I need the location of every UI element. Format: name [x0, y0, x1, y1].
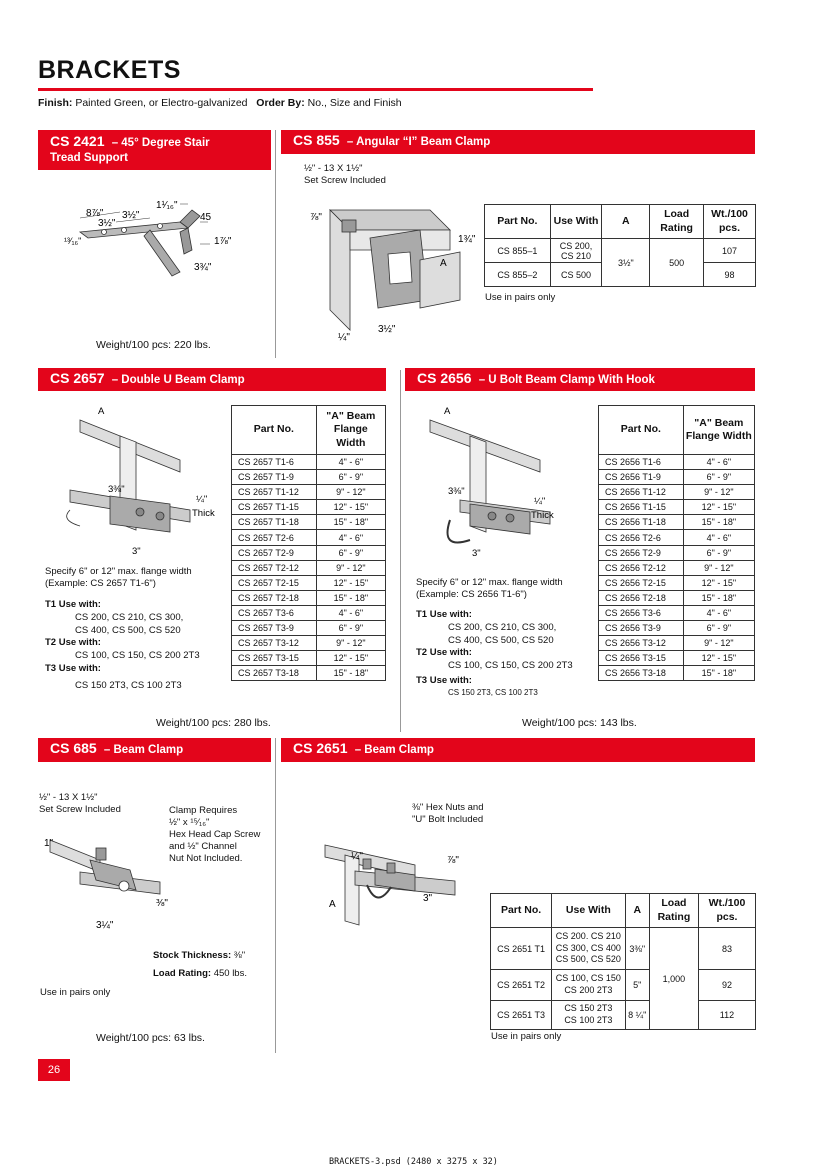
cs685-req-line1: Clamp Requires — [169, 805, 238, 816]
part-number-cell: CS 2657 T3-6 — [232, 605, 317, 620]
table-row — [232, 485, 386, 500]
cs685-note: Use in pairs only — [40, 987, 111, 998]
cs855-note: Use in pairs only — [485, 292, 556, 303]
table-row — [232, 545, 386, 560]
flange-width-cell: 12" - 15" — [683, 500, 754, 515]
cs685-requirement — [169, 805, 260, 864]
part-number-cell: CS 2656 T2-18 — [599, 590, 684, 605]
part-number-cell: CS 2656 T2-12 — [599, 560, 684, 575]
cs2421-code: CS 2421 — [50, 133, 105, 149]
file-footer: BRACKETS-3.psd (2480 x 3275 x 32) — [329, 1157, 498, 1167]
cs685-req-line5: Nut Not Included. — [169, 852, 243, 864]
cs2657-example: (Example: CS 2657 T1-6") — [45, 577, 156, 589]
cs2656-t1-line2: CS 400, CS 500, CS 520 — [448, 634, 554, 646]
cs2421-title-line2: Tread Support — [50, 151, 128, 164]
table-row — [599, 470, 755, 485]
cs685-title: – Beam Clamp — [103, 744, 184, 756]
flange-width-cell: 6" - 9" — [316, 621, 385, 636]
cs685-load-value: 450 lbs. — [213, 968, 247, 979]
cs855-th: Use With — [550, 205, 602, 239]
cs2656-code: CS 2656 — [417, 370, 472, 386]
table-row — [232, 470, 386, 485]
part-number-cell: CS 2657 T3-15 — [232, 651, 317, 666]
part-number-cell: CS 2656 T3-18 — [599, 666, 684, 681]
cs2651-part: CS 2651 T2 — [491, 970, 552, 1001]
flange-width-cell: 4" - 6" — [316, 530, 385, 545]
cs2651-use — [552, 928, 625, 970]
part-number-cell: CS 2656 T1-15 — [599, 500, 684, 515]
cs2657-t3-label: T3 Use with: — [45, 663, 101, 675]
flange-width-cell: 12" - 15" — [683, 575, 754, 590]
cs685-thick-value: ⅜" — [233, 950, 246, 961]
cs685-stock — [153, 950, 245, 962]
part-number-cell: CS 2657 T3-9 — [232, 621, 317, 636]
cs855-wt: 107 — [704, 239, 756, 263]
cs685-load-label: Load Rating: — [153, 968, 212, 979]
cs2656-title: – U Bolt Beam Clamp With Hook — [478, 374, 655, 386]
cs855-use: CS 500 — [550, 263, 602, 287]
cs855-th: Wt./100 pcs. — [704, 205, 756, 239]
cs2656-example: (Example: CS 2656 T1-6") — [416, 588, 527, 600]
part-number-cell: CS 2656 T1-18 — [599, 515, 684, 530]
table-row — [599, 590, 755, 605]
flange-width-cell: 4" - 6" — [683, 530, 754, 545]
table-row — [232, 530, 386, 545]
cs2421-dim: 3½" — [122, 210, 140, 221]
cs2657-header — [38, 368, 386, 391]
cs2657-dim: ¼" — [196, 494, 208, 505]
table-row — [599, 485, 755, 500]
cs2656-drawing — [410, 400, 598, 565]
part-number-cell: CS 2657 T1-6 — [232, 455, 317, 470]
cs2651-use-line: CS 100 2T3 — [564, 1015, 613, 1025]
cs2651-use-line: CS 500, CS 520 — [555, 954, 621, 965]
cs2657-title: – Double U Beam Clamp — [111, 374, 245, 386]
cs2651-wt: 112 — [698, 1001, 755, 1030]
table-row — [232, 590, 386, 605]
cs2656-dim: Thick — [531, 510, 554, 521]
page-title: BRACKETS — [38, 56, 181, 84]
table-row — [599, 530, 755, 545]
cs2656-t3-line1: CS 150 2T3, CS 100 2T3 — [448, 687, 538, 697]
flange-width-cell: 15" - 18" — [683, 515, 754, 530]
table-row — [599, 575, 755, 590]
cs2656-t1-line1: CS 200, CS 210, CS 300, — [448, 621, 557, 633]
cs2656-header — [405, 368, 755, 391]
flange-width-cell: 9" - 12" — [683, 560, 754, 575]
table-row — [232, 651, 386, 666]
cs2656-specify-line: Specify 6" or 12" max. flange width — [416, 577, 563, 588]
cs2657-t1-line2: CS 400, CS 500, CS 520 — [75, 624, 181, 636]
flange-width-cell: 15" - 18" — [316, 590, 385, 605]
part-number-cell: CS 2656 T3-6 — [599, 605, 684, 620]
cs2651-drawing — [315, 825, 480, 935]
flange-width-cell: 15" - 18" — [316, 666, 385, 681]
divider — [275, 738, 276, 1053]
table-row — [599, 500, 755, 515]
cs685-dim: 1" — [44, 838, 54, 849]
cs685-load — [153, 968, 247, 980]
flange-width-cell: 6" - 9" — [683, 545, 754, 560]
table-row — [599, 605, 755, 620]
flange-width-cell: 6" - 9" — [316, 470, 385, 485]
table-row — [599, 455, 755, 470]
cs2657-specify-line: Specify 6" or 12" max. flange width — [45, 566, 192, 577]
title-rule — [38, 88, 593, 91]
table-row — [491, 928, 756, 970]
cs2651-a: 5" — [625, 970, 649, 1001]
cs2657-t3-line1: CS 150 2T3, CS 100 2T3 — [75, 679, 182, 691]
cs2656-t2-label: T2 Use with: — [416, 647, 472, 659]
cs2656-specify — [416, 577, 563, 601]
page-number: 26 — [38, 1059, 70, 1081]
cs855-screw-note — [304, 163, 386, 187]
cs855-code: CS 855 — [293, 132, 340, 148]
cs855-wt: 98 — [704, 263, 756, 287]
flange-width-cell: 15" - 18" — [683, 666, 754, 681]
cs2657-t1-label: T1 Use with: — [45, 599, 101, 610]
flange-width-cell: 12" - 15" — [316, 651, 385, 666]
table-row — [491, 970, 756, 1001]
cs2651-note: Use in pairs only — [491, 1031, 562, 1042]
cs855-dim: 1¾" — [458, 234, 476, 245]
finish-line — [38, 97, 402, 109]
table-row — [599, 515, 755, 530]
cs2656-use-with — [416, 609, 573, 697]
cs2657-t2-label: T2 Use with: — [45, 637, 101, 649]
cs2651-use-line: CS 200. CS 210 — [555, 930, 621, 941]
part-number-cell: CS 2657 T2-9 — [232, 545, 317, 560]
cs2421-dim: 8⅞" — [86, 208, 104, 219]
cs2651-a: 3⅜" — [625, 928, 649, 970]
cs855-screw-line1: ½" - 13 X 1½" — [304, 163, 363, 174]
cs2657-dim: 3⅜" — [108, 484, 125, 495]
cs2651-use-line: CS 300, CS 400 — [555, 942, 621, 953]
cs2657-weight: Weight/100 pcs: 280 lbs. — [156, 717, 271, 729]
cs855-table — [484, 204, 756, 287]
part-number-cell: CS 2656 T2-6 — [599, 530, 684, 545]
cs685-screw-line1: ½" - 13 X 1½" — [39, 792, 98, 803]
cs2651-dim: ⅞" — [447, 855, 459, 866]
cs685-code: CS 685 — [50, 740, 97, 756]
cs2656-weight: Weight/100 pcs: 143 lbs. — [522, 717, 637, 729]
cs2651-use-line: CS 200 2T3 — [564, 985, 613, 995]
table-row — [599, 545, 755, 560]
cs2651-table — [490, 893, 756, 1030]
cs2421-dim: 45 — [200, 212, 212, 223]
table-row — [232, 575, 386, 590]
table-row — [232, 500, 386, 515]
divider — [400, 370, 401, 732]
cs2651-load: 1,000 — [649, 928, 698, 1030]
cs2421-dim: 3¾" — [194, 262, 212, 273]
cs855-drawing — [300, 190, 480, 350]
cs2421-title-line1: – 45° Degree Stair — [111, 137, 210, 149]
flange-width-cell: 4" - 6" — [683, 455, 754, 470]
cs685-drawing — [40, 820, 180, 935]
cs855-th: A — [602, 205, 650, 239]
cs2657-use-with — [45, 599, 200, 693]
table-row — [491, 1001, 756, 1030]
table-row — [599, 560, 755, 575]
cs2651-th: Wt./100 pcs. — [698, 894, 755, 928]
cs2656-th: "A" Beam Flange Width — [683, 406, 754, 455]
cs685-screw-note — [39, 792, 121, 816]
cs855-use: CS 200, CS 210 — [550, 239, 602, 263]
cs2651-use-line: CS 150 2T3 — [564, 1003, 613, 1014]
flange-width-cell: 4" - 6" — [316, 455, 385, 470]
cs685-screw-line2: Set Screw Included — [39, 803, 121, 815]
table-row — [232, 636, 386, 651]
part-number-cell: CS 2656 T3-12 — [599, 636, 684, 651]
cs2421-drawing — [60, 192, 270, 292]
order-value: No., Size and Finish — [307, 97, 402, 109]
cs2657-t1-line1: CS 200, CS 210, CS 300, — [75, 611, 184, 623]
cs855-dim: 3½" — [378, 324, 396, 335]
cs2657-th: "A" Beam Flange Width — [316, 406, 385, 455]
part-number-cell: CS 2657 T1-18 — [232, 515, 317, 530]
flange-width-cell: 6" - 9" — [683, 470, 754, 485]
cs685-weight: Weight/100 pcs: 63 lbs. — [96, 1032, 205, 1044]
cs2657-th: Part No. — [232, 406, 317, 455]
cs2656-rows — [599, 455, 755, 681]
flange-width-cell: 9" - 12" — [316, 560, 385, 575]
cs855-part: CS 855–1 — [485, 239, 551, 263]
cs2656-dim: A — [444, 406, 451, 417]
cs2651-th: Use With — [552, 894, 625, 928]
order-label: Order By: — [256, 97, 305, 109]
cs2656-t2-line1: CS 100, CS 150, CS 200 2T3 — [448, 660, 573, 672]
cs2657-t2-line1: CS 100, CS 150, CS 200 2T3 — [75, 650, 200, 662]
cs2421-dim: 1⅞" — [214, 236, 232, 247]
table-row — [232, 621, 386, 636]
part-number-cell: CS 2656 T1-12 — [599, 485, 684, 500]
cs685-req-line2: ½" x ¹⁵⁄₁₆" — [169, 816, 210, 828]
part-number-cell: CS 2656 T2-15 — [599, 575, 684, 590]
table-row — [599, 621, 755, 636]
cs2651-nut-line1: ⅜" Hex Nuts and — [412, 802, 484, 813]
cs2651-th: A — [625, 894, 649, 928]
cs2657-dim: A — [98, 406, 105, 417]
cs2651-dim: A — [329, 899, 336, 910]
cs2651-code: CS 2651 — [293, 740, 348, 756]
cs2651-use — [552, 1001, 625, 1030]
cs2651-wt: 92 — [698, 970, 755, 1001]
part-number-cell: CS 2657 T1-9 — [232, 470, 317, 485]
part-number-cell: CS 2656 T2-9 — [599, 545, 684, 560]
cs855-th: Part No. — [485, 205, 551, 239]
cs855-screw-line2: Set Screw Included — [304, 174, 386, 186]
table-row — [599, 636, 755, 651]
cs855-header — [281, 130, 755, 154]
cs685-header — [38, 738, 271, 762]
table-row — [232, 455, 386, 470]
cs685-dim: ⅜" — [156, 898, 168, 909]
table-row — [232, 515, 386, 530]
cs855-dim: ⅞" — [310, 212, 322, 223]
finish-label: Finish: — [38, 97, 73, 109]
cs855-load: 500 — [650, 239, 704, 287]
cs2656-th: Part No. — [599, 406, 684, 455]
cs2656-table — [598, 405, 755, 681]
cs2657-code: CS 2657 — [50, 370, 105, 386]
flange-width-cell: 4" - 6" — [316, 605, 385, 620]
flange-width-cell: 12" - 15" — [683, 651, 754, 666]
table-row — [232, 560, 386, 575]
flange-width-cell: 9" - 12" — [683, 636, 754, 651]
cs2656-dim: 3⅜" — [448, 486, 465, 497]
cs2657-dim: 3" — [132, 546, 141, 557]
cs2651-part: CS 2651 T1 — [491, 928, 552, 970]
cs2657-dim: Thick — [192, 508, 215, 519]
part-number-cell: CS 2657 T1-15 — [232, 500, 317, 515]
cs2656-dim: 3" — [472, 548, 481, 559]
cs2651-th: Part No. — [491, 894, 552, 928]
cs2657-rows — [232, 455, 386, 681]
flange-width-cell: 6" - 9" — [316, 545, 385, 560]
cs2421-dim: 3½" — [98, 218, 116, 229]
flange-width-cell: 15" - 18" — [316, 515, 385, 530]
part-number-cell: CS 2657 T1-12 — [232, 485, 317, 500]
cs2421-dim: 1¹⁄₁₆" — [156, 200, 178, 211]
cs685-thick-label: Stock Thickness: — [153, 950, 232, 961]
part-number-cell: CS 2656 T1-9 — [599, 470, 684, 485]
cs685-req-line3: Hex Head Cap Screw — [169, 828, 261, 840]
cs2421-dim: ¹³⁄₁₆" — [64, 236, 82, 246]
flange-width-cell: 4" - 6" — [683, 605, 754, 620]
cs2657-drawing — [40, 400, 230, 560]
cs2651-nut-line2: "U" Bolt Included — [412, 813, 484, 825]
part-number-cell: CS 2656 T1-6 — [599, 455, 684, 470]
cs855-dim: ¼" — [338, 332, 350, 343]
part-number-cell: CS 2657 T3-12 — [232, 636, 317, 651]
part-number-cell: CS 2656 T3-9 — [599, 621, 684, 636]
cs2651-header — [281, 738, 755, 762]
flange-width-cell: 12" - 15" — [316, 575, 385, 590]
part-number-cell: CS 2657 T2-15 — [232, 575, 317, 590]
part-number-cell: CS 2657 T2-12 — [232, 560, 317, 575]
flange-width-cell: 9" - 12" — [316, 485, 385, 500]
cs2651-wt: 83 — [698, 928, 755, 970]
cs2651-a: 8 ¼" — [625, 1001, 649, 1030]
cs2656-dim: ¼" — [534, 496, 546, 507]
cs2651-use — [552, 970, 625, 1001]
cs2421-header — [38, 130, 271, 170]
cs2651-th: Load Rating — [649, 894, 698, 928]
cs2651-part: CS 2651 T3 — [491, 1001, 552, 1030]
cs2657-specify — [45, 566, 192, 590]
cs2651-use-line: CS 100, CS 150 — [555, 973, 621, 984]
flange-width-cell: 6" - 9" — [683, 621, 754, 636]
cs855-a: 3½" — [602, 239, 650, 287]
cs855-dim: A — [440, 258, 447, 269]
part-number-cell: CS 2657 T3-18 — [232, 666, 317, 681]
cs2656-t1-label: T1 Use with: — [416, 609, 472, 620]
cs2651-dim: 3" — [423, 893, 433, 904]
table-row — [232, 666, 386, 681]
part-number-cell: CS 2656 T3-15 — [599, 651, 684, 666]
flange-width-cell: 12" - 15" — [316, 500, 385, 515]
divider — [275, 130, 276, 358]
part-number-cell: CS 2657 T2-6 — [232, 530, 317, 545]
part-number-cell: CS 2657 T2-18 — [232, 590, 317, 605]
cs2421-weight: Weight/100 pcs: 220 lbs. — [96, 339, 211, 351]
flange-width-cell: 9" - 12" — [316, 636, 385, 651]
flange-width-cell: 15" - 18" — [683, 590, 754, 605]
cs2657-table — [231, 405, 386, 681]
table-row — [485, 239, 756, 263]
cs855-th: Load Rating — [650, 205, 704, 239]
table-row — [599, 666, 755, 681]
cs685-dim: 3¼" — [96, 920, 114, 931]
cs2651-dim: ¼" — [351, 851, 363, 862]
cs2656-t3-label: T3 Use with: — [416, 675, 472, 687]
table-row — [232, 605, 386, 620]
cs2651-title: – Beam Clamp — [354, 744, 434, 756]
table-row — [599, 651, 755, 666]
cs855-part: CS 855–2 — [485, 263, 551, 287]
finish-value: Painted Green, or Electro-galvanized — [75, 97, 248, 109]
cs2651-nut-note — [412, 802, 484, 826]
cs855-title: – Angular “I” Beam Clamp — [346, 136, 491, 148]
flange-width-cell: 9" - 12" — [683, 485, 754, 500]
cs685-req-line4: and ½" Channel — [169, 840, 237, 852]
